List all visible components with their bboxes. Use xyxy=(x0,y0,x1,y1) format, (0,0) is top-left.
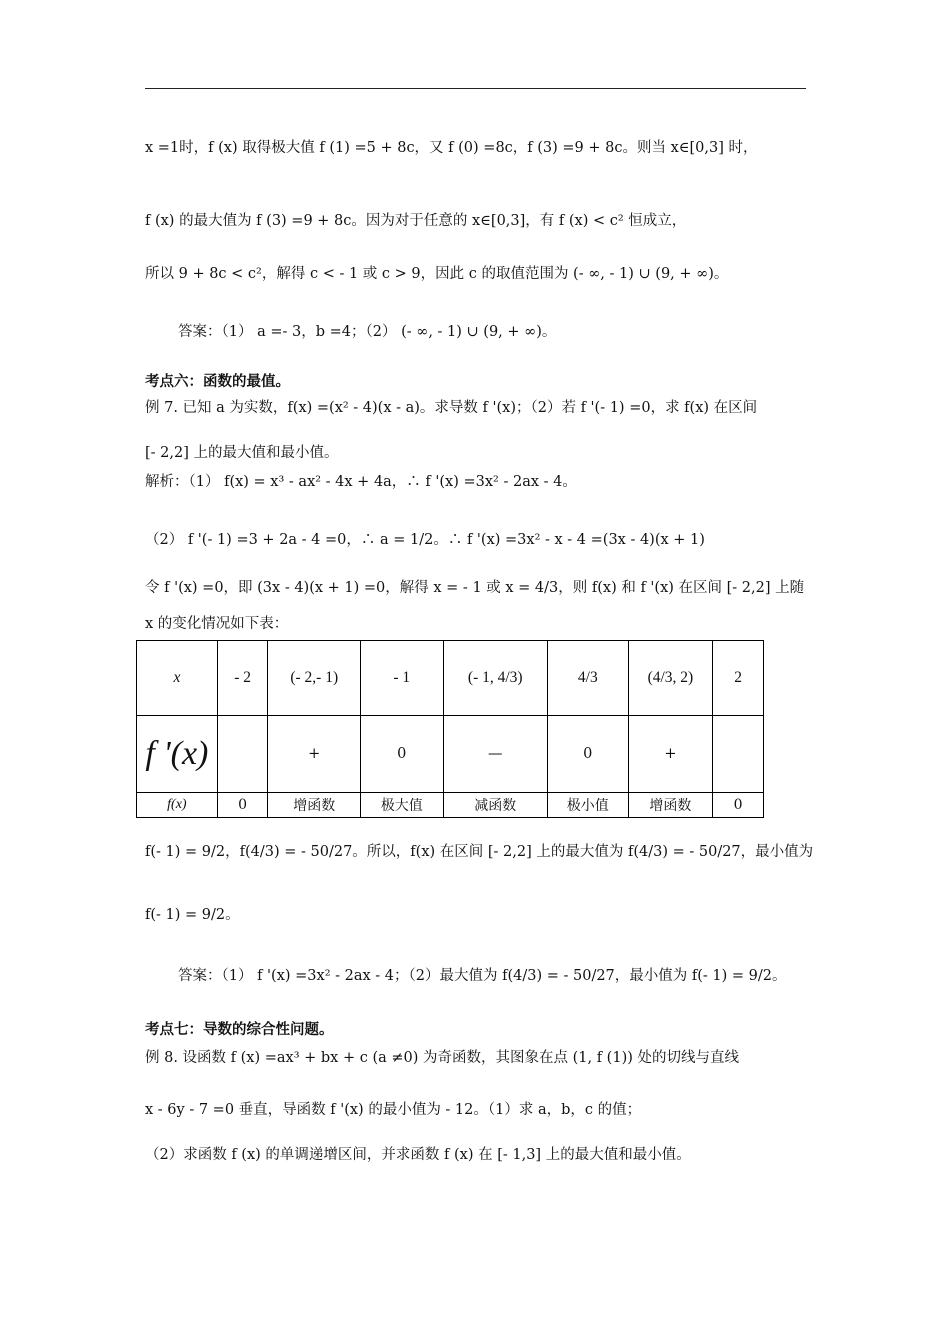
table-row xyxy=(137,793,764,818)
solution-line-1: 解析：（1） f(x) = x³ - ax² - 4x + 4a，∴ f '(x) =3x² - 2ax - 4。 xyxy=(145,474,577,490)
answer-line: 答案：（1） a =- 3，b =4；（2） (- ∞, - 1) ∪ (9, + ∞)。 xyxy=(178,324,557,340)
table-cell: 增函数 xyxy=(628,793,713,818)
example-7-line-2: [- 2,2] 上的最大值和最小值。 xyxy=(145,445,339,461)
table-cell: 0 xyxy=(360,716,443,793)
table-cell: (- 1, 4/3) xyxy=(443,641,547,716)
table-cell: + xyxy=(268,716,361,793)
section-heading-7: 考点七：导数的综合性问题。 xyxy=(145,1021,334,1038)
table-cell: 极小值 xyxy=(548,793,629,818)
section-heading-6: 考点六：函数的最值。 xyxy=(145,373,290,390)
header-rule xyxy=(145,88,806,89)
table-cell: (4/3, 2) xyxy=(628,641,713,716)
table-cell: f(x) xyxy=(137,793,218,818)
example-8-line-2: x - 6y - 7 =0 垂直，导函数 f '(x) 的最小值为 - 12。（1）求 a，b，c 的值； xyxy=(145,1102,642,1118)
table-cell: 0 xyxy=(217,793,268,818)
variation-table xyxy=(136,640,764,818)
example-7-line-1: 例 7. 已知 a 为实数，f(x) =(x² - 4)(x - a)。求导数 f '(x)；（2）若 f '(- 1) =0，求 f(x) 在区间 xyxy=(145,400,758,416)
table-cell xyxy=(217,716,268,793)
result-line-2: f(- 1) = 9/2。 xyxy=(145,907,240,923)
table-cell: f '(x) xyxy=(137,716,218,793)
result-line-1: f(- 1) = 9/2，f(4/3) = - 50/27。所以，f(x) 在区间 [- 2,2] 上的最大值为 f(4/3) = - 50/27，最小值为 xyxy=(145,844,814,860)
table-cell: - 1 xyxy=(360,641,443,716)
table-cell: + xyxy=(628,716,713,793)
table-cell: 2 xyxy=(713,641,764,716)
solution-line-4: x 的变化情况如下表： xyxy=(145,616,289,632)
table-row xyxy=(137,716,764,793)
table-cell: x xyxy=(137,641,218,716)
example-8-line-3: （2）求函数 f (x) 的单调递增区间，并求函数 f (x) 在 [- 1,3] 上的最大值和最小值。 xyxy=(145,1147,691,1163)
table-cell: 0 xyxy=(713,793,764,818)
table-cell: (- 2,- 1) xyxy=(268,641,361,716)
example-8-line-1: 例 8. 设函数 f (x) =ax³ + bx + c (a ≠0) 为奇函数，其图象在点 (1, f (1)) 处的切线与直线 xyxy=(145,1050,739,1066)
text-line-3: 所以 9 + 8c < c²，解得 c < - 1 或 c > 9，因此 c 的取值范围为 (- ∞, - 1) ∪ (9, + ∞)。 xyxy=(145,266,729,282)
answer-line-7: 答案：（1） f '(x) =3x² - 2ax - 4；（2）最大值为 f(4/3) = - 50/27，最小值为 f(- 1) = 9/2。 xyxy=(178,968,787,984)
solution-line-3: 令 f '(x) =0，即 (3x - 4)(x + 1) =0，解得 x = - 1 或 x = 4/3，则 f(x) 和 f '(x) 在区间 [- 2,2] 上随 xyxy=(145,580,805,596)
table-cell: — xyxy=(443,716,547,793)
table-cell: 4/3 xyxy=(548,641,629,716)
table-cell: - 2 xyxy=(217,641,268,716)
text-line-1: x =1时，f (x) 取得极大值 f (1) =5 + 8c，又 f (0) =8c，f (3) =9 + 8c。则当 x∈[0,3] 时， xyxy=(145,140,758,156)
table-cell: 极大值 xyxy=(360,793,443,818)
table-cell xyxy=(713,716,764,793)
solution-line-2: （2） f '(- 1) =3 + 2a - 4 =0，∴ a = 1/2。∴ f '(x) =3x² - x - 4 =(3x - 4)(x + 1) xyxy=(145,532,705,548)
table-cell: 减函数 xyxy=(443,793,547,818)
table-cell: 增函数 xyxy=(268,793,361,818)
table-row xyxy=(137,641,764,716)
table-cell: 0 xyxy=(548,716,629,793)
text-line-2: f (x) 的最大值为 f (3) =9 + 8c。因为对于任意的 x∈[0,3]，有 f (x) < c² 恒成立， xyxy=(145,213,687,229)
